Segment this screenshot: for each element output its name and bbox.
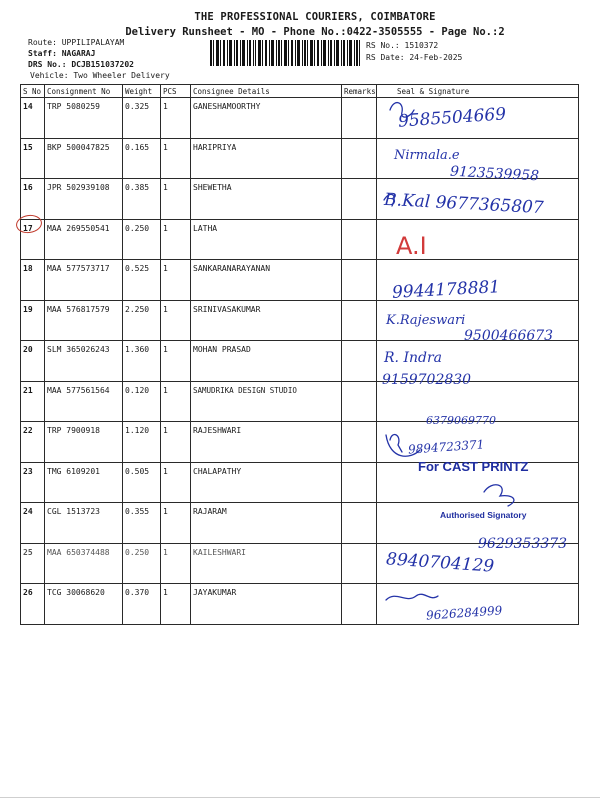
cell-consignee: CHALAPATHY	[191, 462, 342, 503]
cell-weight: 0.385	[123, 179, 161, 220]
cell-consignee: RAJARAM	[191, 503, 342, 544]
cell-sno: 17	[21, 219, 45, 260]
cell-consignment: BKP 500047825	[45, 138, 123, 179]
cell-consignee: RAJESHWARI	[191, 422, 342, 463]
col-remarks: Remarks	[342, 85, 377, 98]
col-sno: S No	[21, 85, 45, 98]
signature-15-phone: 9123539958	[449, 163, 540, 185]
handwriting-strokes	[380, 90, 580, 650]
cell-sno: 16	[21, 179, 45, 220]
signature-19-name: K.Rajeswari	[386, 313, 466, 328]
col-consignee: Consignee Details	[191, 85, 342, 98]
cell-remarks	[342, 422, 377, 463]
cell-consignment: MAA 650374488	[45, 543, 123, 584]
cell-pcs: 1	[161, 179, 191, 220]
cell-consignment: MAA 577573717	[45, 260, 123, 301]
cell-weight: 1.120	[123, 422, 161, 463]
scan-edge-line	[0, 797, 600, 798]
cell-remarks	[342, 584, 377, 625]
cell-sno: 14	[21, 98, 45, 139]
cell-consignment: CGL 1513723	[45, 503, 123, 544]
cell-sno: 15	[21, 138, 45, 179]
cell-sno: 22	[21, 422, 45, 463]
cell-sno: 21	[21, 381, 45, 422]
cell-pcs: 1	[161, 219, 191, 260]
stamp-authorised: Authorised Signatory	[440, 510, 527, 520]
cell-pcs: 1	[161, 341, 191, 382]
cell-sno: 18	[21, 260, 45, 301]
cell-weight: 0.325	[123, 98, 161, 139]
cell-pcs: 1	[161, 422, 191, 463]
col-pcs: PCS	[161, 85, 191, 98]
cell-consignment: TCG 30068620	[45, 584, 123, 625]
staff-text: Staff: NAGARAJ	[28, 49, 96, 58]
cell-consignment: JPR 502939108	[45, 179, 123, 220]
cell-weight: 0.250	[123, 543, 161, 584]
barcode-image	[210, 40, 360, 66]
col-consignment: Consignment No	[45, 85, 123, 98]
cell-remarks	[342, 462, 377, 503]
signature-20-phone: 9159702830	[382, 372, 472, 388]
cell-remarks	[342, 179, 377, 220]
cell-consignment: MAA 577561564	[45, 381, 123, 422]
cell-pcs: 1	[161, 462, 191, 503]
cell-remarks	[342, 98, 377, 139]
cell-sno: 26	[21, 584, 45, 625]
rs-date: RS Date: 24-Feb-2025	[366, 53, 463, 62]
col-weight: Weight	[123, 85, 161, 98]
cell-consignee: SHEWETHA	[191, 179, 342, 220]
cell-consignment: TRP 5080259	[45, 98, 123, 139]
signature-17: A.I	[396, 232, 427, 260]
cell-consignment: MAA 269550541	[45, 219, 123, 260]
signature-22: 9894723371	[407, 437, 485, 457]
cell-pcs: 1	[161, 584, 191, 625]
cell-weight: 0.525	[123, 260, 161, 301]
cell-remarks	[342, 503, 377, 544]
cell-pcs: 1	[161, 260, 191, 301]
cell-pcs: 1	[161, 543, 191, 584]
signature-21: 6379069770	[426, 414, 496, 427]
cell-sno: 19	[21, 300, 45, 341]
cell-consignment: SLM 365026243	[45, 341, 123, 382]
cell-weight: 0.120	[123, 381, 161, 422]
cell-sno: 20	[21, 341, 45, 382]
cell-weight: 0.165	[123, 138, 161, 179]
cell-consignment: TRP 7900918	[45, 422, 123, 463]
signature-25: 8940704129	[385, 549, 495, 577]
signature-15-name: Nirmala.e	[394, 148, 460, 163]
cell-pcs: 1	[161, 98, 191, 139]
cell-weight: 0.250	[123, 219, 161, 260]
route-text: Route: UPPILIPALAYAM	[28, 38, 125, 47]
cell-pcs: 1	[161, 381, 191, 422]
company-title: THE PROFESSIONAL COURIERS, COIMBATORE	[194, 11, 436, 23]
cell-consignment: MAA 576817579	[45, 300, 123, 341]
cell-consignment: TMG 6109201	[45, 462, 123, 503]
cell-consignee: SRINIVASAKUMAR	[191, 300, 342, 341]
runsheet-subtitle: Delivery Runsheet - MO - Phone No.:0422-3505555 - Page No.:2	[125, 26, 505, 38]
cell-pcs: 1	[161, 503, 191, 544]
signature-26: 9626284999	[425, 603, 503, 623]
cell-consignee: SAMUDRIKA DESIGN STUDIO	[191, 381, 342, 422]
stamp-company: For CAST PRINTZ	[418, 459, 529, 474]
cell-remarks	[342, 300, 377, 341]
signature-20-name: R. Indra	[384, 350, 442, 366]
cell-weight: 0.355	[123, 503, 161, 544]
rs-number: RS No.: 1510372	[366, 41, 439, 50]
cell-sno: 25	[21, 543, 45, 584]
cell-remarks	[342, 219, 377, 260]
cell-consignee: KAILESHWARI	[191, 543, 342, 584]
cell-weight: 0.370	[123, 584, 161, 625]
cell-sno: 23	[21, 462, 45, 503]
cell-remarks	[342, 543, 377, 584]
cell-remarks	[342, 138, 377, 179]
signature-14: 9585504669	[397, 104, 507, 132]
cell-sno: 24	[21, 503, 45, 544]
cell-weight: 0.505	[123, 462, 161, 503]
cell-remarks	[342, 341, 377, 382]
signature-19-phone: 9500466673	[464, 328, 554, 344]
cell-consignee: MOHAN PRASAD	[191, 341, 342, 382]
cell-weight: 2.250	[123, 300, 161, 341]
cell-remarks	[342, 260, 377, 301]
cell-weight: 1.360	[123, 341, 161, 382]
cell-pcs: 1	[161, 138, 191, 179]
signature-18: 9944178881	[391, 277, 501, 303]
signature-16: B.Kal 9677365807	[383, 189, 545, 219]
drs-number: DRS No.: DCJB151037202	[28, 60, 134, 69]
signature-24-phone: 9629353373	[478, 536, 568, 552]
cell-remarks	[342, 381, 377, 422]
cell-consignee: SANKARANARAYANAN	[191, 260, 342, 301]
cell-consignee: JAYAKUMAR	[191, 584, 342, 625]
vehicle-text: Vehicle: Two Wheeler Delivery	[30, 71, 170, 80]
cell-consignee: GANESHAMOORTHY	[191, 98, 342, 139]
cell-pcs: 1	[161, 300, 191, 341]
col-signature: Seal & Signature	[377, 85, 579, 98]
cell-consignee: LATHA	[191, 219, 342, 260]
cell-consignee: HARIPRIYA	[191, 138, 342, 179]
